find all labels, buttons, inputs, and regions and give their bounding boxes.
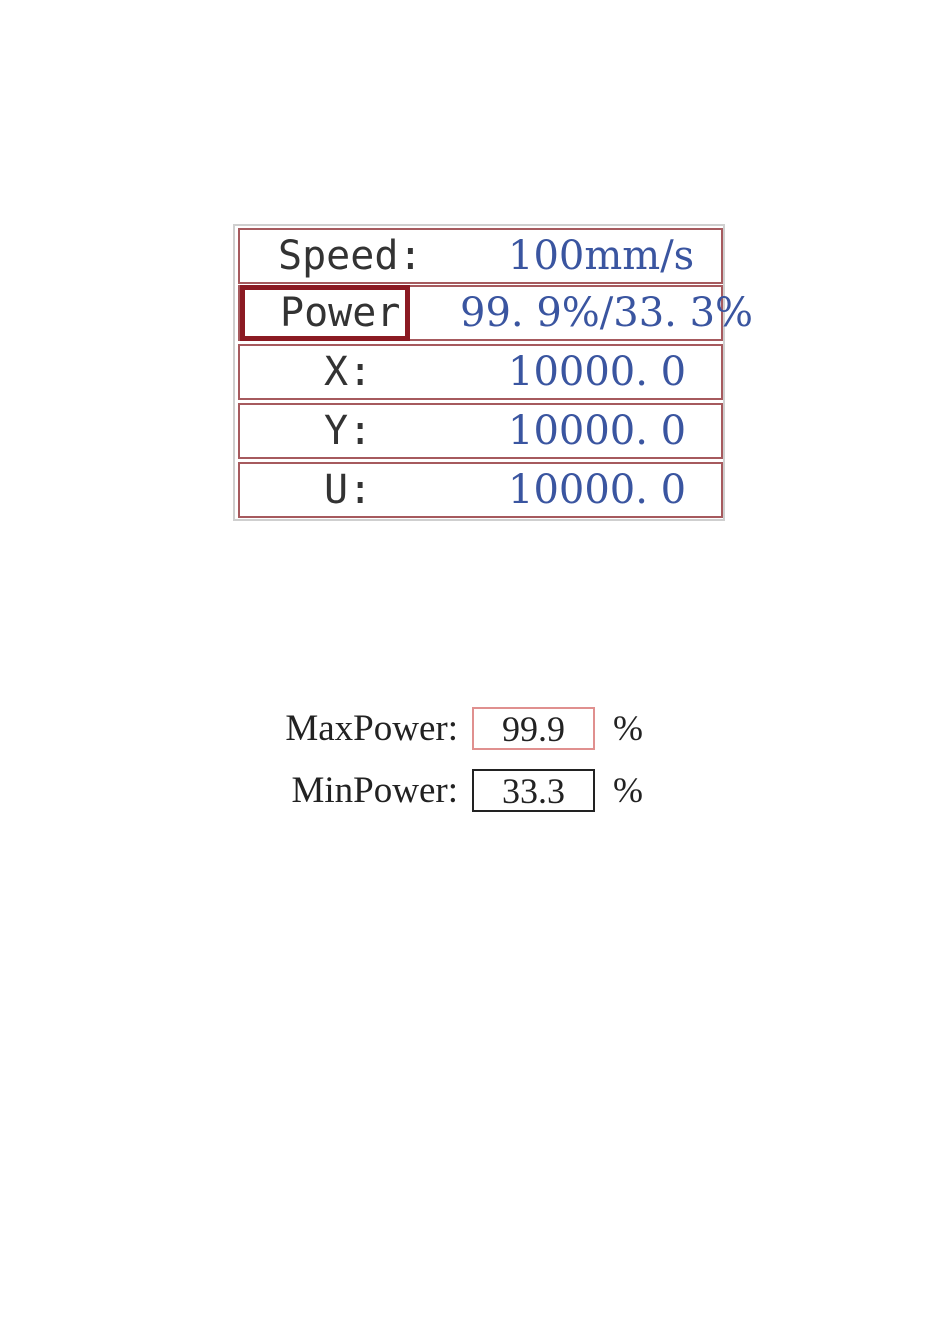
u-value: 10000. 0 [508,467,687,513]
speed-value: 100mm/s [508,233,695,279]
max-power-label: MaxPower: [285,707,458,749]
min-power-label: MinPower: [291,769,458,811]
power-label[interactable]: Power [240,285,410,341]
min-power-unit: % [613,770,643,810]
param-row-y[interactable] [238,403,723,459]
y-label: Y: [324,408,373,454]
param-row-x[interactable] [238,344,723,400]
power-dialog [263,686,663,822]
param-row-power[interactable] [238,285,754,341]
x-label: X: [324,349,373,395]
max-power-input[interactable] [472,707,595,750]
min-power-input[interactable] [472,769,595,812]
max-power-unit: % [613,708,643,748]
y-value: 10000. 0 [508,408,687,454]
parameter-panel [233,224,754,521]
speed-label: Speed: [278,233,423,279]
min-power-row [263,764,663,816]
param-row-u[interactable] [238,462,723,518]
power-value: 99. 9%/33. 3% [460,290,754,336]
max-power-row [263,702,663,754]
u-label: U: [324,467,373,513]
x-value: 10000. 0 [508,349,687,395]
param-row-speed[interactable] [238,228,723,284]
